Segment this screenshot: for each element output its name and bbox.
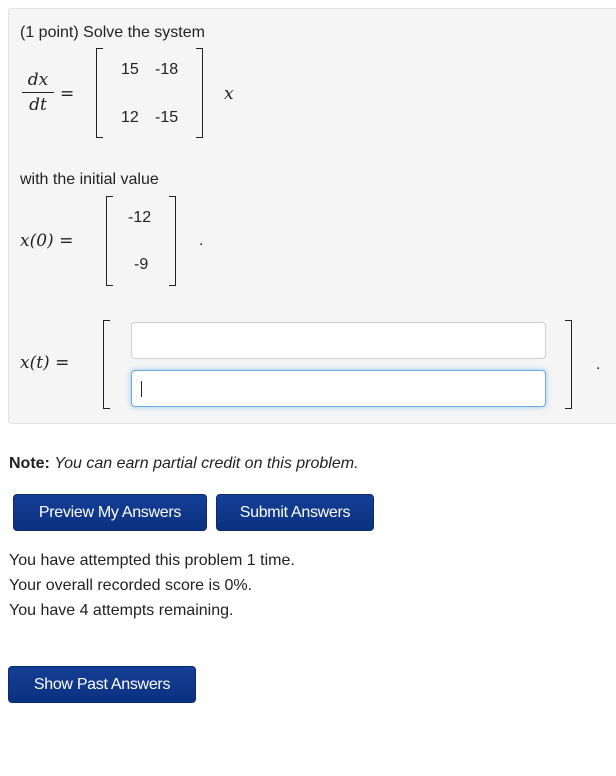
derivative-fraction: [22, 70, 54, 115]
attempts-text: You have attempted this problem 1 time.: [9, 552, 295, 569]
initial-period: .: [199, 232, 204, 249]
derivative-numerator: dx: [27, 70, 49, 90]
note-label: Note:: [9, 455, 50, 472]
answer-input-row-1[interactable]: [131, 322, 546, 359]
partial-credit-note: [9, 455, 359, 473]
solution-lhs: x(t) =: [20, 353, 70, 373]
equals-sign: =: [60, 84, 75, 104]
show-past-answers-button[interactable]: Show Past Answers: [8, 666, 196, 703]
initial-vector-cell: -12: [128, 209, 152, 226]
matrix-cell: -18: [155, 61, 179, 78]
preview-answers-button[interactable]: Preview My Answers: [13, 494, 207, 531]
matrix-cell: -15: [155, 109, 179, 126]
derivative-denominator: dt: [29, 95, 47, 115]
matrix-right-bracket: [196, 48, 203, 138]
initial-value-text: with the initial value: [20, 171, 159, 188]
initial-left-bracket: [106, 196, 113, 286]
matrix-left-bracket: [96, 48, 103, 138]
problem-intro: (1 point) Solve the system: [20, 24, 205, 41]
text-caret: [141, 381, 142, 397]
solution-left-bracket: [103, 320, 110, 409]
initial-lhs: x(0) =: [20, 231, 74, 251]
solution-right-bracket: [565, 320, 572, 409]
vector-symbol: x: [224, 84, 234, 104]
matrix-cell: 15: [121, 61, 139, 78]
note-text: You can earn partial credit on this problem.: [54, 455, 359, 472]
remaining-attempts-text: You have 4 attempts remaining.: [9, 602, 234, 619]
fraction-bar: [22, 92, 54, 93]
submit-answers-button[interactable]: Submit Answers: [216, 494, 374, 531]
score-text: Your overall recorded score is 0%.: [9, 577, 253, 594]
initial-vector-cell: -9: [134, 256, 149, 273]
solution-period: .: [596, 356, 601, 373]
matrix-cell: 12: [121, 109, 139, 126]
answer-input-row-2[interactable]: [131, 370, 546, 407]
initial-right-bracket: [169, 196, 176, 286]
